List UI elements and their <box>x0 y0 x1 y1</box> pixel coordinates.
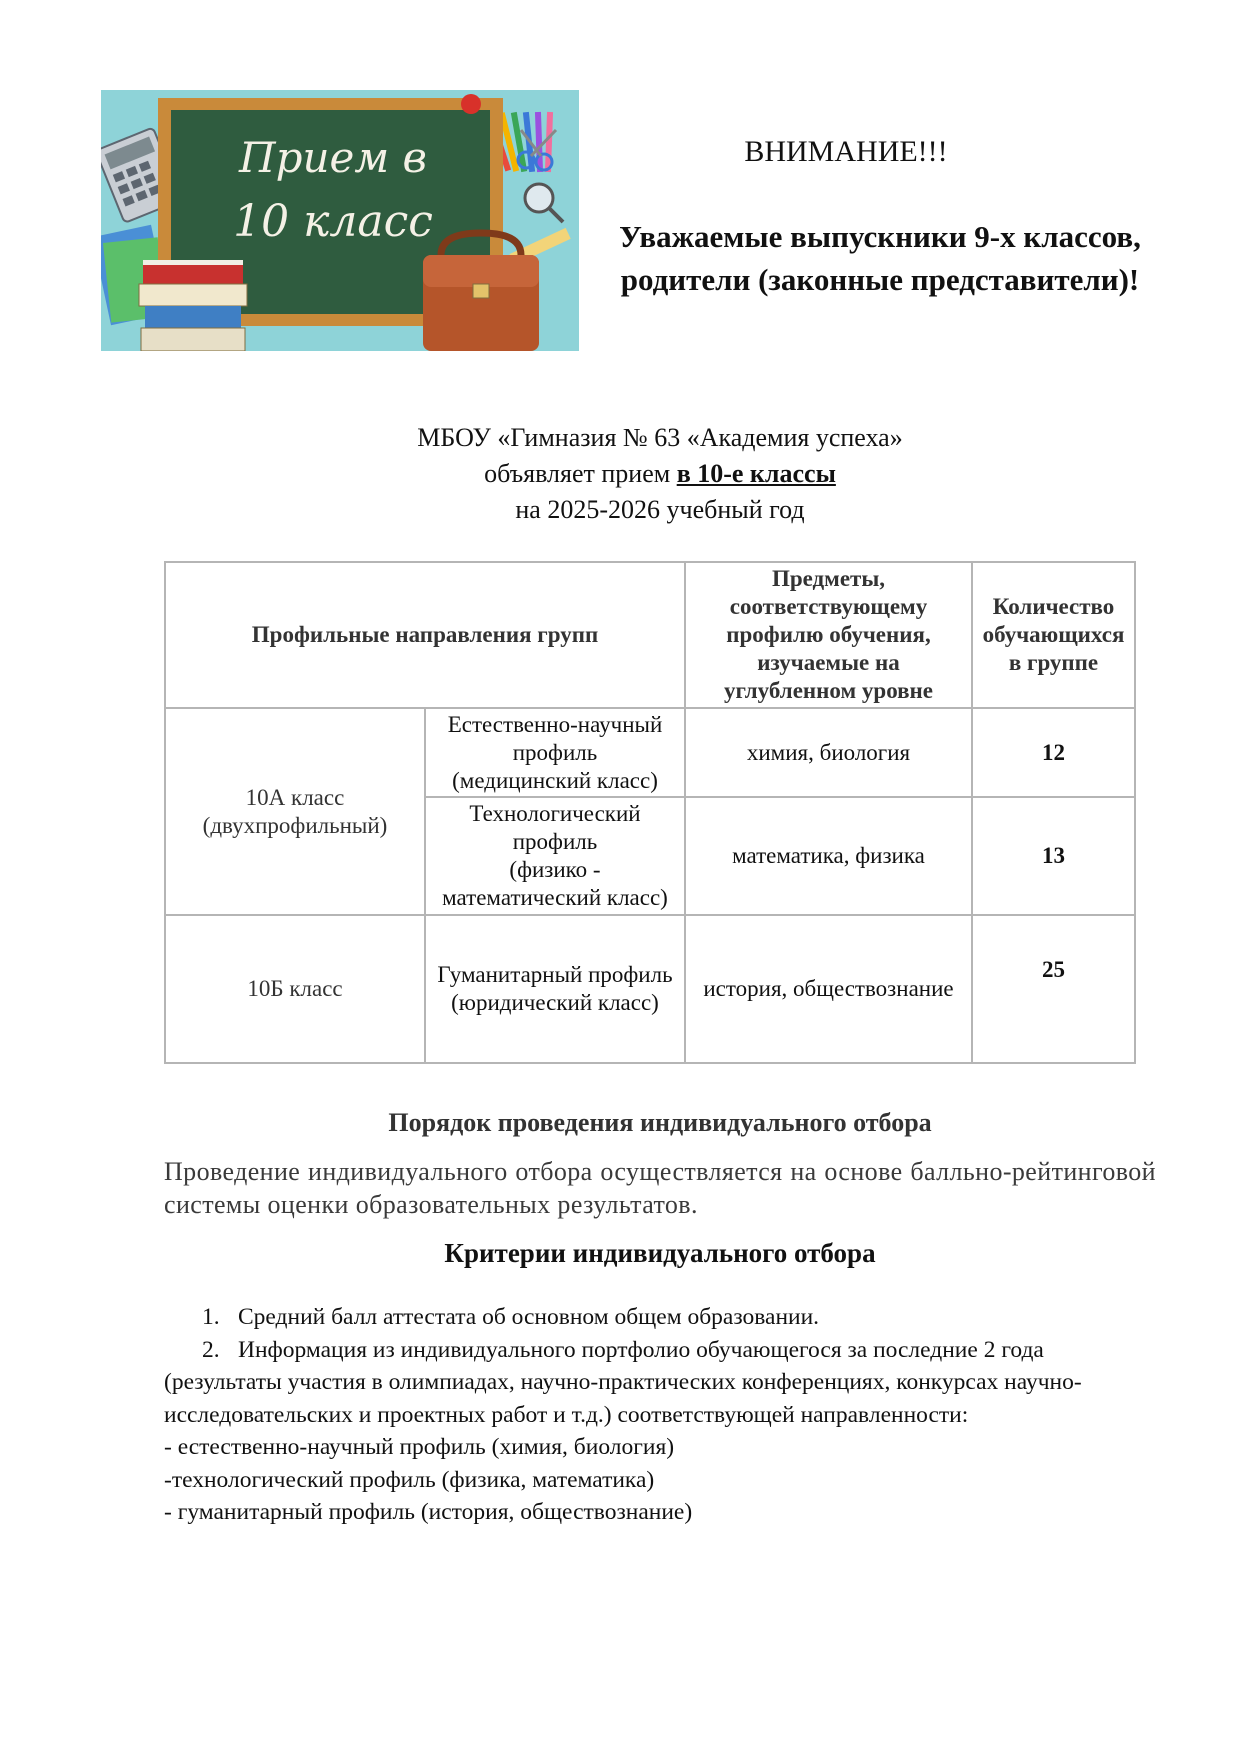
header-count-line: в группе <box>1008 650 1099 675</box>
header-count-line: Количество <box>992 594 1115 619</box>
profile-line: Естественно-научный <box>447 711 663 737</box>
subjects-cell: химия, биология <box>685 708 972 797</box>
class-name: 10Б класс <box>247 976 343 1001</box>
chalkboard-title-line2: 10 класс <box>233 196 433 247</box>
announcement-intro <box>200 420 1120 528</box>
criteria-item <box>164 1301 1154 1334</box>
banner-illustration <box>101 90 579 351</box>
greeting-line2: родители (законные представители)! <box>620 262 1140 297</box>
class-cell-10b <box>165 915 425 1063</box>
profile-line: профиль <box>512 739 598 765</box>
announcement-line <box>200 456 1120 492</box>
profile-line: Технологический <box>469 801 641 826</box>
criteria-number: 1. <box>202 1304 220 1330</box>
profile-line: (юридический класс) <box>451 990 659 1015</box>
profile-cell <box>425 797 685 915</box>
school-name: МБОУ «Гимназия № 63 «Академия успеха» <box>417 423 903 452</box>
count-cell: 13 <box>972 797 1135 915</box>
subjects-cell: математика, физика <box>685 797 972 915</box>
count-cell: 25 <box>972 915 1135 1063</box>
header-subjects <box>685 562 972 708</box>
order-text: Проведение индивидуального отбора осуществляется на основе балльно-рейтинговой системы оценки образовательных результатов. <box>164 1157 1156 1219</box>
header-subjects-line: углубленном уровне <box>724 678 933 703</box>
criteria-profile: - естественно-научный профиль (химия, биология) <box>164 1434 675 1460</box>
header-profile: Профильные направления групп <box>165 562 685 708</box>
table-row <box>165 708 1135 797</box>
class-name: 10А класс <box>245 784 345 810</box>
order-heading: Порядок проведения индивидуального отбора <box>388 1108 932 1137</box>
criteria-profile: -технологический профиль (физика, математика) <box>164 1466 655 1493</box>
profile-line: (медицинский класс) <box>452 767 658 793</box>
criteria-text: Информация из индивидуального портфолио обучающегося за последние 2 года <box>238 1336 1044 1363</box>
criteria-continuation: исследовательских и проектных работ и т.д.) соответствующей направленности: <box>164 1401 969 1428</box>
header-subjects-line: соответствующему <box>729 594 928 619</box>
criteria-item <box>164 1334 1154 1367</box>
profile-line: профиль <box>512 829 598 854</box>
criteria-number: 2. <box>202 1336 220 1363</box>
school-year: на 2025-2026 учебный год <box>515 495 805 524</box>
attention-heading: ВНИМАНИЕ!!! <box>744 135 948 168</box>
profile-cell <box>425 708 685 797</box>
count-cell: 12 <box>972 708 1135 797</box>
apple-icon <box>461 94 481 114</box>
announcement-prefix: объявляет прием <box>484 459 677 488</box>
criteria-list <box>164 1301 1154 1529</box>
profile-cell <box>425 915 685 1063</box>
admission-banner <box>101 90 579 351</box>
table-row <box>165 915 1135 1063</box>
criteria-text: Средний балл аттестата об основном общем образовании. <box>238 1304 820 1330</box>
criteria-heading: Критерии индивидуального отбора <box>444 1238 876 1268</box>
header-subjects-line: Предметы, <box>771 566 886 591</box>
announcement-classes: в 10-е классы <box>676 459 836 488</box>
books-stack-icon <box>139 260 247 351</box>
profile-line: Гуманитарный профиль <box>437 962 673 987</box>
chalkboard-title-line1: Прием в <box>238 133 428 182</box>
criteria-continuation: (результаты участия в олимпиадах, научно-практических конференциях, конкурсах научно- <box>164 1369 1082 1395</box>
header-subjects-line: профилю обучения, <box>726 622 931 647</box>
class-cell-10a <box>165 708 425 915</box>
class-note: (двухпрофильный) <box>202 812 388 838</box>
subjects-cell: история, обществознание <box>685 915 972 1063</box>
profiles-table <box>164 561 1136 1064</box>
profile-line: (физико - <box>509 857 601 882</box>
greeting <box>560 215 1200 301</box>
header-count <box>972 562 1135 708</box>
header-subjects-line: изучаемые на <box>757 650 900 675</box>
profile-line: математический класс) <box>442 885 668 910</box>
greeting-line1: Уважаемые выпускники 9-х классов, <box>619 219 1141 254</box>
criteria-profile: - гуманитарный профиль (история, обществознание) <box>164 1499 693 1525</box>
header-count-line: обучающихся <box>982 622 1125 647</box>
table-header-row <box>165 562 1135 708</box>
